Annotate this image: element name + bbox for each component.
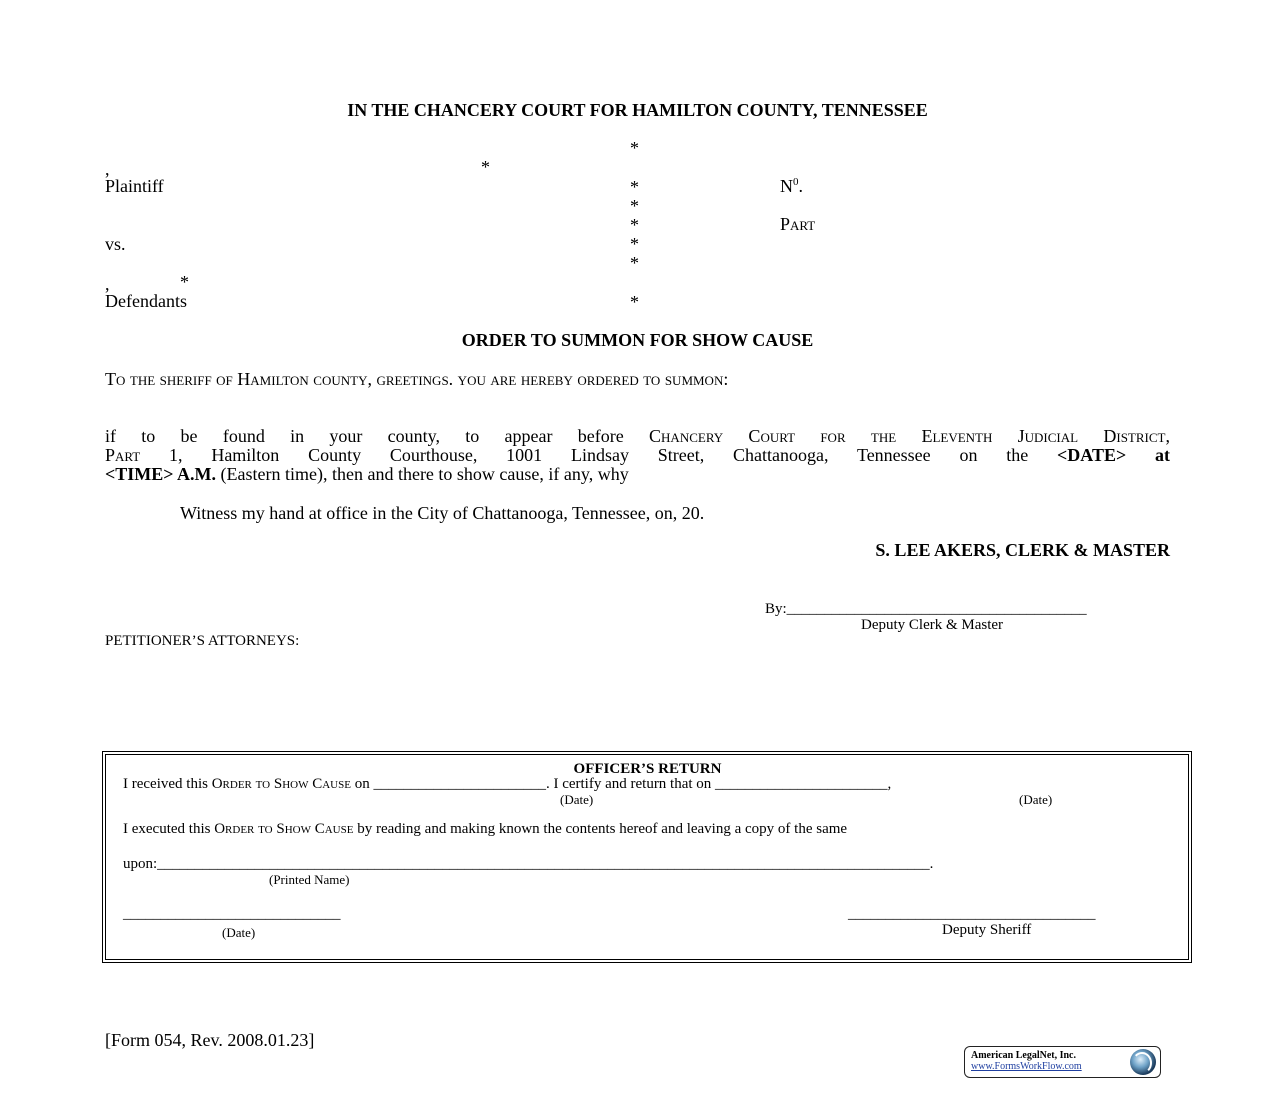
caption-comma: , [105,274,110,294]
form-number: [Form 054, Rev. 2008.01.23] [105,1030,315,1050]
vs-label: vs. [105,234,126,254]
logo-company-name: American LegalNet, Inc. [971,1050,1076,1061]
body-line-3: <TIME> A.M. (Eastern time), then and there to show cause, if any, why [105,464,629,484]
order-title: ORDER TO SUMMON FOR SHOW CAUSE [461,330,814,350]
body-line-2: Part 1, Hamilton County Courthouse, 1001 Lindsay Street, Chattanooga, Tennessee on the <DATE> at [105,445,1171,465]
case-number-label: $N^0$. [780,176,803,196]
caption-asterisk: * [481,157,490,177]
clerk-name: S. LEE AKERS, CLERK & MASTER [875,540,1170,560]
deputy-sheriff-label: Deputy Sheriff [942,922,1032,938]
witness-statement: Witness my hand at office in the City of Chattanooga, Tennessee, on, 20. [180,503,705,523]
printed-name-label: (Printed Name) [269,872,350,887]
globe-arc-icon [1132,1052,1152,1074]
logo-url-link[interactable]: www.FormsWorkFlow.com [971,1061,1082,1072]
part-label: Part [780,214,816,234]
caption-asterisk: * [630,215,639,235]
upon-line: upon:_______________________________________________________________________________________________________. [123,856,934,872]
body-line-1: if to be found in your county, to appear before Chancery Court for the Eleventh Judicial District, [105,426,1170,446]
date-label: (Date) [222,925,256,940]
caption-asterisk: * [180,272,189,292]
defendants-label: Defendants [105,291,187,311]
signature-line: By:________________________________________ [765,601,1087,617]
return-date-blank: _____________________________ [123,906,341,922]
caption-comma: , [105,159,110,179]
caption-asterisk: * [630,196,639,216]
court-title: IN THE CHANCERY COURT FOR HAMILTON COUNTY, TENNESSEE [347,100,928,120]
date-label: (Date) [560,792,594,807]
greeting-text: To the sheriff of Hamilton county, greetings. you are hereby ordered to summon: [105,369,729,389]
return-received-line: I received this Order to Show Cause on _______________________. I certify and return that on _______________________, [123,776,892,792]
deputy-clerk-label: Deputy Clerk & Master [861,617,1004,633]
caption-asterisk: * [630,177,639,197]
officers-return-title: OFFICER’S RETURN [573,761,722,777]
american-legalnet-logo[interactable] [964,1046,1161,1078]
petitioner-attorneys-label: PETITIONER’S ATTORNEYS: [105,633,300,649]
sheriff-signature-blank: _________________________________ [848,906,1096,922]
caption-asterisk: * [630,292,639,312]
plaintiff-label: Plaintiff [105,176,164,196]
caption-asterisk: * [630,138,639,158]
caption-asterisk: * [630,234,639,254]
caption-asterisk: * [630,253,639,273]
return-executed-line: I executed this Order to Show Cause by reading and making known the contents hereof and leaving a copy of the same [123,821,848,837]
date-label: (Date) [1019,792,1053,807]
